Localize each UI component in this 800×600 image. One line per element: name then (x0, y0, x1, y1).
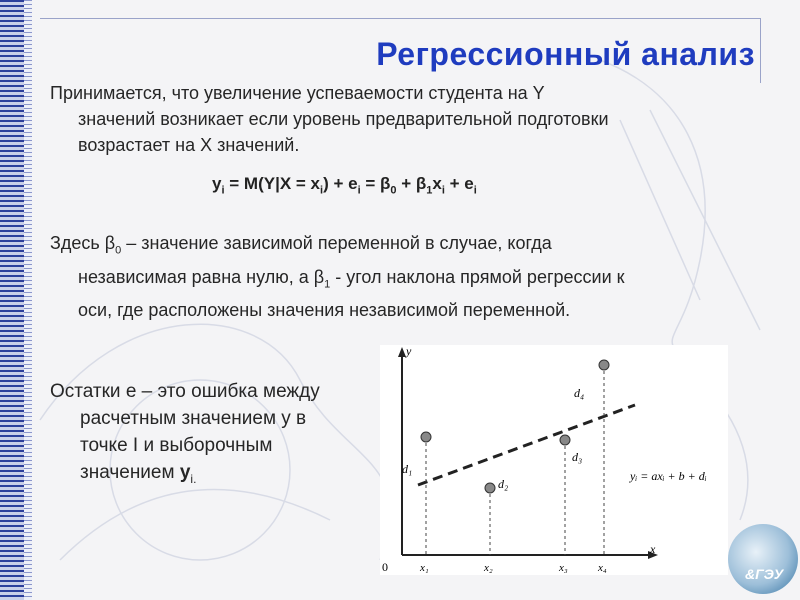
formula-plus-e: + e (444, 174, 474, 193)
explanation-paragraph (50, 230, 780, 323)
x3-tick: x₃ (559, 562, 568, 574)
residual-line-4 (50, 459, 380, 493)
intro-line-3: возрастает на X значений. (78, 135, 300, 155)
logo-text: &ГЭУ (745, 566, 784, 582)
d2-label: d₂ (498, 477, 509, 491)
slide-title: Регрессионный анализ (376, 36, 755, 72)
university-logo (728, 524, 798, 594)
intro-line-1: Принимается, что увеличение успеваемости студента на Y (50, 83, 545, 103)
regression-line (418, 405, 635, 485)
formula-y: y (212, 174, 222, 193)
explanation-part-d: - угол наклона прямой регрессии к (330, 266, 625, 287)
regression-diagram-svg (380, 345, 728, 575)
explanation-part-c: независимая равна нулю, а β (78, 266, 325, 287)
intro-line-2: значений возникает если уровень предварительной подготовки (78, 109, 609, 129)
explanation-part-e: оси, где расположены значения независимой переменной. (78, 300, 571, 321)
data-point-4 (599, 360, 609, 370)
explanation-part-b: – значение зависимой переменной в случае, когда (121, 233, 552, 253)
formula-sub-i-4: i (441, 184, 445, 197)
x-axis-label: x (650, 542, 656, 556)
x1-tick: x₁ (420, 562, 429, 574)
formula-sub-i-5: i (473, 184, 477, 197)
d1-label: d₁ (402, 462, 413, 476)
formula-sub-1: 1 (426, 184, 433, 197)
formula-beta0: = β (360, 174, 391, 193)
d4-label: d₄ (574, 386, 585, 400)
x4-tick: x₄ (598, 562, 607, 574)
residual-line-2: расчетным значением y в (80, 408, 307, 429)
formula-x: x (432, 174, 442, 193)
regression-formula (212, 174, 477, 196)
d3-label: d₃ (572, 450, 583, 464)
formula-sub-i-3: i (357, 184, 361, 197)
residual-y: y (179, 462, 191, 483)
x2-tick: x₂ (484, 562, 493, 574)
residual-sub-i: i. (190, 471, 197, 486)
y-axis-arrow (398, 347, 406, 357)
data-point-1 (421, 432, 431, 442)
regression-diagram (380, 345, 728, 575)
explanation-sub-1: 1 (324, 278, 331, 291)
residual-line-3: точке I и выборочным (80, 435, 273, 456)
residual-paragraph (50, 378, 380, 493)
graph-equation: yᵢ = axᵢ + b + dᵢ (630, 469, 707, 483)
formula-beta1: + β (396, 174, 427, 193)
y-axis-label: y (406, 345, 412, 358)
intro-paragraph (50, 80, 770, 158)
formula-sub-i: i (221, 184, 225, 197)
origin-label: 0 (382, 560, 388, 574)
formula-close: ) + e (323, 174, 358, 193)
explanation-sub-0: 0 (115, 244, 122, 257)
formula-sub-0: 0 (390, 184, 397, 197)
residual-line-1: Остатки e – это ошибка между (50, 381, 320, 402)
data-point-2 (485, 483, 495, 493)
formula-mid: = M(Y|X = x (224, 174, 320, 193)
residual-line-4-text: значением (80, 462, 180, 483)
data-point-3 (560, 435, 570, 445)
formula-sub-i-2: i (320, 184, 324, 197)
explanation-part-a: Здесь β (50, 233, 116, 253)
